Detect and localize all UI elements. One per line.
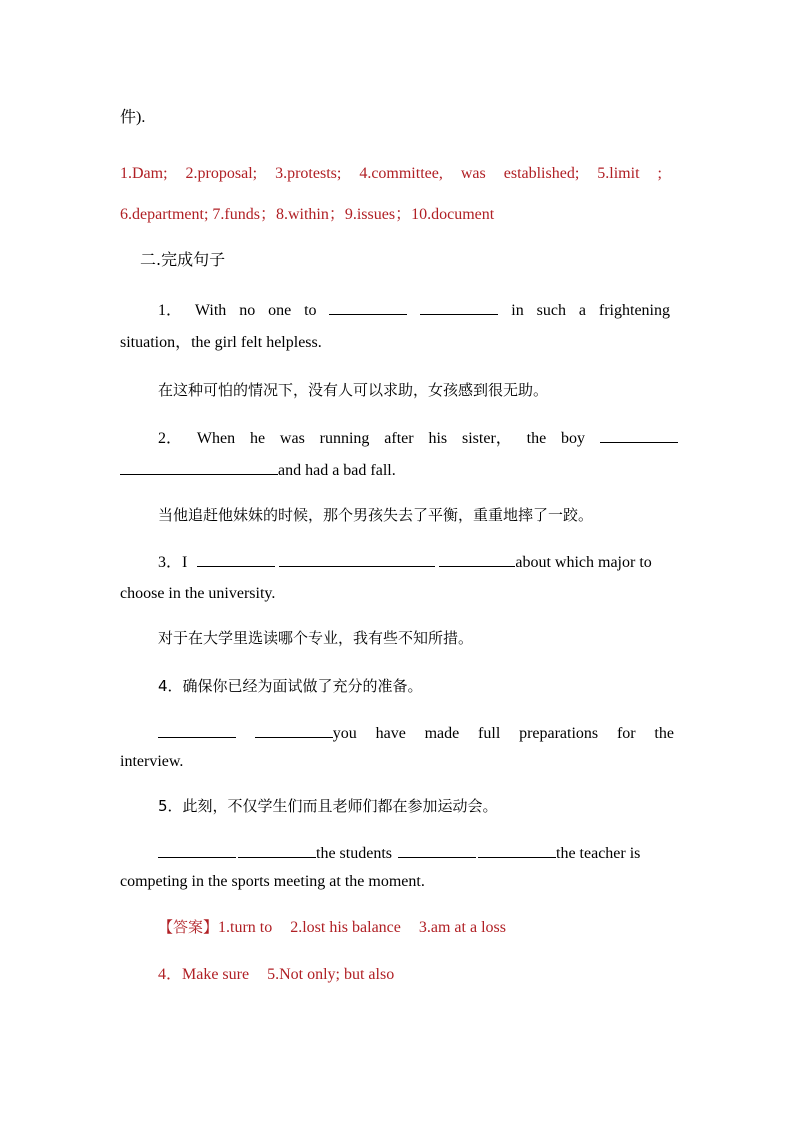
question-3-line-1 xyxy=(158,551,652,573)
word: no xyxy=(239,302,256,319)
answer-key-line-1 xyxy=(120,164,662,184)
answer-blank[interactable] xyxy=(329,299,407,315)
answer-blank[interactable] xyxy=(420,299,498,315)
sentence-text: and had a bad fall. xyxy=(278,462,396,479)
answer-blank[interactable] xyxy=(398,842,476,858)
blank-group xyxy=(158,722,236,744)
continuation-text: 件). xyxy=(120,109,146,126)
question-1-chinese: 在这种可怕的情况下，没有人可以求助，女孩感到很无助。 xyxy=(158,381,549,399)
question-4-line-2: interview. xyxy=(120,753,184,770)
answer-text: 4．Make sure xyxy=(158,966,250,983)
word: for xyxy=(616,725,636,742)
word: after xyxy=(384,430,414,447)
sentence-text: the students xyxy=(316,845,392,862)
answer-blank[interactable] xyxy=(279,551,435,567)
answer-blank[interactable] xyxy=(158,842,236,858)
word: full xyxy=(478,725,501,742)
answer-text: 3.am at a loss xyxy=(418,919,506,936)
answer-blank[interactable] xyxy=(238,842,316,858)
question-3-line-2: choose in the university. xyxy=(120,585,276,602)
blank-group xyxy=(255,722,357,744)
question-4-line-1 xyxy=(158,722,674,744)
answer-word: established; xyxy=(503,165,580,182)
word: preparations xyxy=(519,725,599,742)
word: made xyxy=(424,725,460,742)
answer-word: 2.proposal; xyxy=(185,165,258,182)
question-1-line-2: situation，the girl felt helpless. xyxy=(120,334,322,351)
sentence-text: the teacher is xyxy=(556,845,641,862)
answer-blank[interactable] xyxy=(120,459,278,475)
question-4-chinese: 4．确保你已经为面试做了充分的准备。 xyxy=(158,677,423,695)
question-1-line-1 xyxy=(158,299,670,321)
word: the xyxy=(526,430,547,447)
answer-key-line-2: 6.department; 7.funds；8.within；9.issues；10.document xyxy=(120,206,495,223)
answer-word: 1.Dam; xyxy=(120,165,168,182)
answer-text: 5.Not only; but also xyxy=(267,966,395,983)
question-5-line-2: competing in the sports meeting at the moment. xyxy=(120,873,425,890)
answer-word: 4.committee, xyxy=(359,165,443,182)
section-title: 二.完成句子 xyxy=(140,250,226,269)
question-number: 3．I xyxy=(158,554,188,571)
answer-text: 2.lost his balance xyxy=(290,919,401,936)
question-5-line-1 xyxy=(158,842,640,864)
answer-blank[interactable] xyxy=(158,722,236,738)
word: a xyxy=(578,302,586,319)
word: the xyxy=(654,725,674,742)
answer-blank[interactable] xyxy=(197,551,275,567)
word: running xyxy=(319,430,370,447)
word: you xyxy=(332,725,357,742)
question-number: 1． xyxy=(158,302,183,319)
answer-word: 3.protests; xyxy=(275,165,342,182)
answer-blank[interactable] xyxy=(439,551,515,567)
word: such xyxy=(536,302,566,319)
word: sister， xyxy=(462,430,512,447)
answer-word: 5.limit xyxy=(597,165,640,182)
answer-label: 【答案】 xyxy=(158,918,219,936)
word: have xyxy=(375,725,406,742)
word: to xyxy=(304,302,317,319)
answer-key-2-line-2 xyxy=(158,965,394,985)
answer-text: 1.turn to xyxy=(218,919,273,936)
answer-key-2-line-1 xyxy=(158,917,506,938)
answer-blank[interactable] xyxy=(255,722,333,738)
answer-blank[interactable] xyxy=(478,842,556,858)
word: When xyxy=(196,430,236,447)
question-5-chinese: 5．此刻，不仅学生们而且老师们都在参加运动会。 xyxy=(158,797,498,815)
question-2-line-2 xyxy=(120,459,396,481)
answer-word: was xyxy=(460,165,486,182)
word: one xyxy=(268,302,292,319)
question-3-chinese: 对于在大学里选读哪个专业，我有些不知所措。 xyxy=(158,629,474,647)
answer-word: ; xyxy=(657,165,662,182)
word: in xyxy=(511,302,524,319)
word: he xyxy=(249,430,266,447)
question-2-chinese: 当他追赶他妹妹的时候，那个男孩失去了平衡，重重地摔了一跤。 xyxy=(158,506,594,524)
word: frightening xyxy=(598,302,670,319)
word: With xyxy=(194,302,227,319)
question-number: 2． xyxy=(158,430,183,447)
word: was xyxy=(279,430,305,447)
word: his xyxy=(428,430,448,447)
word: boy xyxy=(561,430,586,447)
sentence-text: about which major to xyxy=(515,554,652,571)
answer-blank[interactable] xyxy=(600,427,678,443)
question-2-line-1 xyxy=(158,427,678,449)
